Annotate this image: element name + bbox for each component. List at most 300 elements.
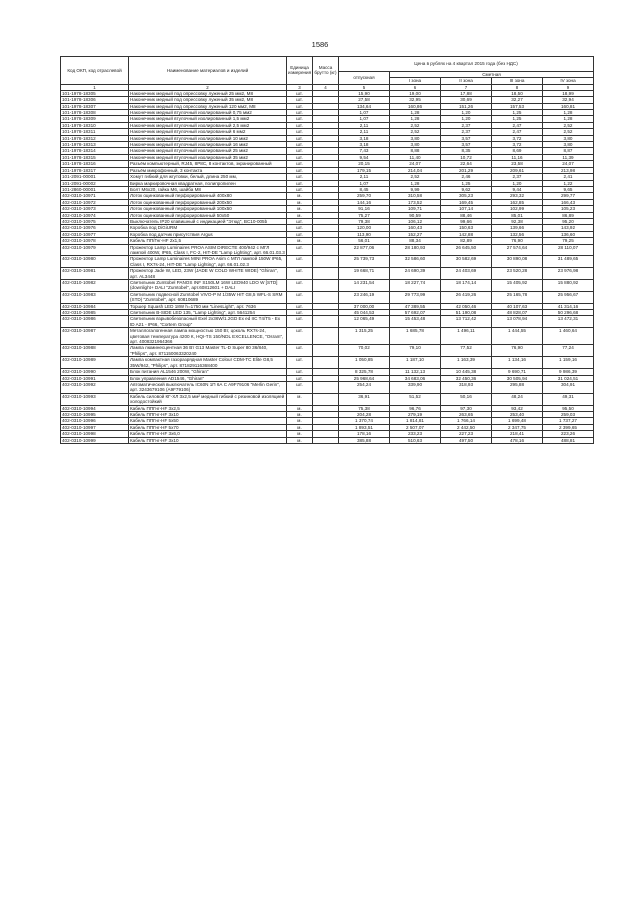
code-cell: 402-0310-10981 (61, 268, 129, 280)
zone2-price-cell: 2,37 (441, 122, 492, 128)
zone3-price-cell: 25 165,78 (492, 291, 543, 303)
zone1-price-cell: 9,99 (390, 186, 441, 192)
unit-cell: шт. (287, 116, 313, 122)
release-price-cell: 22 877,06 (339, 244, 390, 256)
code-cell: 402-0310-10974 (61, 212, 129, 218)
release-price-cell: 204,28 (339, 411, 390, 417)
column-index: 2 (129, 84, 287, 90)
unit-cell: шт. (287, 129, 313, 135)
zone4-price-cell: 79,25 (543, 238, 594, 244)
zone1-price-cell: 279,19 (390, 411, 441, 417)
release-price-cell: 254,24 (339, 381, 390, 393)
release-price-cell: 23 246,19 (339, 291, 390, 303)
table-row (61, 345, 594, 357)
zone4-price-cell: 2,52 (543, 129, 594, 135)
zone1-price-cell: 109,71 (390, 206, 441, 212)
name-cell: Болт М6х20, гайка М6, шайба М8 (129, 186, 287, 192)
zone1-price-cell: 3,80 (390, 135, 441, 141)
code-cell: 402-0310-10976 (61, 225, 129, 231)
unit-cell: шт. (287, 375, 313, 381)
header-code: Код ОКП, код отраслевой (61, 57, 129, 85)
zone3-price-cell: 132,56 (492, 231, 543, 237)
release-price-cell: 56,01 (339, 238, 390, 244)
zone1-price-cell: 34 683,06 (390, 375, 441, 381)
zone4-price-cell: 299,77 (543, 193, 594, 199)
zone1-price-cell: 96,76 (390, 405, 441, 411)
release-price-cell: 1 050,85 (339, 357, 390, 369)
mass-cell (313, 256, 339, 268)
release-price-cell: 3,18 (339, 135, 390, 141)
code-cell: 101-1978-18308 (61, 110, 129, 116)
zone3-price-cell: 3,72 (492, 142, 543, 148)
code-cell: 402-0310-10988 (61, 345, 129, 357)
zone1-price-cell: 1 814,81 (390, 418, 441, 424)
zone2-price-cell: 1 496,11 (441, 328, 492, 345)
code-cell: 402-0310-10986 (61, 316, 129, 328)
unit-cell: шт. (287, 345, 313, 357)
zone4-price-cell: 41 314,16 (543, 303, 594, 309)
table-row (61, 256, 594, 268)
name-cell: Выключатель IP20 клавишный с индикацией "Этюд", BC10-005b (129, 218, 287, 224)
unit-cell: шт. (287, 268, 313, 280)
zone3-price-cell: 1 699,48 (492, 418, 543, 424)
code-cell: 402-0310-10983 (61, 291, 129, 303)
zone1-price-cell: 1,28 (390, 116, 441, 122)
code-cell: 101-1978-18305 (61, 90, 129, 96)
header-unit: Единица измерения (287, 57, 313, 85)
zone3-price-cell: 1,25 (492, 116, 543, 122)
zone3-price-cell: 30 890,08 (492, 256, 543, 268)
zone3-price-cell: 1,25 (492, 110, 543, 116)
zone4-price-cell: 259,03 (543, 411, 594, 417)
code-cell: 101-1978-18316 (61, 161, 129, 167)
zone2-price-cell: 26 419,26 (441, 291, 492, 303)
header-price-group: Цена в рублях на 4 квартал 2015 года (без НДС) (339, 57, 594, 72)
release-price-cell: 1 370,74 (339, 418, 390, 424)
mass-cell (313, 393, 339, 405)
zone3-price-cell: 157,53 (492, 103, 543, 109)
code-cell: 101-1978-18313 (61, 142, 129, 148)
name-cell: Наконечник медный втулочный изолированный 25 мм2 (129, 148, 287, 154)
zone3-price-cell: 76,90 (492, 238, 543, 244)
zone2-price-cell: 2,46 (441, 174, 492, 180)
zone4-price-cell: 1,22 (543, 180, 594, 186)
name-cell: Торшер Squash LED 18W h=1750 мм "LinesLight", арт. 7636 (129, 303, 287, 309)
unit-cell: шт. (287, 303, 313, 309)
name-cell: Кабель ППГнг-НF 5х50 (129, 418, 287, 424)
zone2-price-cell: 82,89 (441, 238, 492, 244)
name-cell: Наконечник медный под опрессовку луженый 120 мм2, М8 (129, 103, 287, 109)
release-price-cell: 7,43 (339, 148, 390, 154)
zone3-price-cell: 2 347,75 (492, 424, 543, 430)
unit-cell: шт. (287, 231, 313, 237)
zone2-price-cell: 13 712,42 (441, 316, 492, 328)
code-cell: 402-0310-10984 (61, 303, 129, 309)
zone4-price-cell: 9 986,39 (543, 369, 594, 375)
release-price-cell: 15,90 (339, 90, 390, 96)
zone2-price-cell: 169,45 (441, 199, 492, 205)
code-cell: 402-0310-10993 (61, 393, 129, 405)
name-cell: Блок питания AL1546 200W, "Ghiran" (129, 369, 287, 375)
zone4-price-cell: 95,20 (543, 218, 594, 224)
mass-cell (313, 280, 339, 292)
release-price-cell: 259,70 (339, 193, 390, 199)
zone2-price-cell: 18 174,14 (441, 280, 492, 292)
zone1-price-cell: 310,58 (390, 193, 441, 199)
zone4-price-cell: 50 296,68 (543, 310, 594, 316)
code-cell: 101-1978-18315 (61, 154, 129, 160)
name-cell: Светильник взрывобезопасный Exel 2х36W/1.2GD Ex ed IIC T4/T5 - Ex tD A21 - IP66, "Cortem Group" (129, 316, 287, 328)
unit-cell: шт. (287, 103, 313, 109)
zone4-price-cell: 105,23 (543, 206, 594, 212)
price-table-body (61, 90, 594, 443)
zone4-price-cell: 1 460,64 (543, 328, 594, 345)
unit-cell: м. (287, 437, 313, 443)
code-cell: 402-0310-10977 (61, 231, 129, 237)
zone2-price-cell: 318,93 (441, 381, 492, 393)
zone2-price-cell: 30 582,69 (441, 256, 492, 268)
zone4-price-cell: 160,81 (543, 103, 594, 109)
unit-cell: шт. (287, 244, 313, 256)
zone4-price-cell: 2 399,65 (543, 424, 594, 430)
release-price-cell: 37 000,00 (339, 303, 390, 309)
zone1-price-cell: 106,12 (390, 218, 441, 224)
header-estimate-price: Сметная (390, 72, 594, 78)
name-cell: Лампа компактная газоразрядная Master Colour CDM-TC Elite G8,5 35W/942, "Philips", арт. 871829116368400 (129, 357, 287, 369)
code-cell: 402-0310-10994 (61, 405, 129, 411)
zone4-price-cell: 77,24 (543, 345, 594, 357)
zone2-price-cell: 263,65 (441, 411, 492, 417)
release-price-cell: 385,88 (339, 437, 390, 443)
unit-cell: шт. (287, 218, 313, 224)
header-zone: II зона (441, 78, 492, 84)
zone2-price-cell: 151,26 (441, 103, 492, 109)
release-price-cell: 75,27 (339, 212, 390, 218)
zone1-price-cell: 214,04 (390, 167, 441, 173)
code-cell: 101-1978-18309 (61, 116, 129, 122)
code-cell: 101-2091-00001 (61, 174, 129, 180)
mass-cell (313, 328, 339, 345)
zone1-price-cell: 339,90 (390, 381, 441, 393)
zone2-price-cell: 9,62 (441, 186, 492, 192)
zone1-price-cell: 32,95 (390, 97, 441, 103)
release-price-cell: 8,45 (339, 186, 390, 192)
zone1-price-cell: 2 507,07 (390, 424, 441, 430)
column-index: 1 (61, 84, 129, 90)
zone3-price-cell: 18,50 (492, 90, 543, 96)
zone2-price-cell: 1,20 (441, 116, 492, 122)
zone1-price-cell: 160,43 (390, 225, 441, 231)
zone1-price-cell: 1,28 (390, 110, 441, 116)
unit-cell: м. (287, 431, 313, 437)
zone4-price-cell: 86,89 (543, 212, 594, 218)
header-name: Наименование материалов и изделий (129, 57, 287, 85)
name-cell: Кабель ППГнг-НF 3х10 (129, 437, 287, 443)
name-cell: Блок управления AD1546, "Ghiran" (129, 375, 287, 381)
release-price-cell: 3,18 (339, 142, 390, 148)
unit-cell: шт. (287, 291, 313, 303)
zone1-price-cell: 18 227,74 (390, 280, 441, 292)
zone2-price-cell: 22,64 (441, 161, 492, 167)
table-row (61, 328, 594, 345)
zone3-price-cell: 9 690,71 (492, 369, 543, 375)
zone2-price-cell: 97,30 (441, 405, 492, 411)
zone3-price-cell: 48 828,07 (492, 310, 543, 316)
table-row (61, 291, 594, 303)
name-cell: Лоток оцинкованный перфорированный 100х50 (129, 206, 287, 212)
zone2-price-cell: 2,37 (441, 129, 492, 135)
zone2-price-cell: 99,66 (441, 218, 492, 224)
zone2-price-cell: 142,88 (441, 231, 492, 237)
zone3-price-cell: 30 505,94 (492, 375, 543, 381)
name-cell: Наконечник медный под опрессовку луженый 35 мм2, М8 (129, 97, 287, 103)
name-cell: Лоток оцинкованный перфорированный 50х50 (129, 212, 287, 218)
zone1-price-cell: 24,07 (390, 161, 441, 167)
unit-cell: м. (287, 199, 313, 205)
unit-cell: м. (287, 424, 313, 430)
unit-cell: шт. (287, 174, 313, 180)
unit-cell: м. (287, 206, 313, 212)
name-cell: Хомут гибкий для жгутовки, белый, длина 250 мм, (129, 174, 287, 180)
zone3-price-cell: 93,42 (492, 405, 543, 411)
code-cell: 101-1978-18317 (61, 167, 129, 173)
code-cell: 402-0310-10985 (61, 310, 129, 316)
code-cell: 402-0310-10989 (61, 357, 129, 369)
zone4-price-cell: 304,91 (543, 381, 594, 393)
release-price-cell: 2,11 (339, 174, 390, 180)
zone4-price-cell: 166,43 (543, 199, 594, 205)
code-cell: 402-0310-10995 (61, 411, 129, 417)
zone1-price-cell: 88,34 (390, 238, 441, 244)
zone1-price-cell: 19,00 (390, 90, 441, 96)
name-cell: Светильник B-SIDE LED 135, "Lamp Lighting", арт. 5641254 (129, 310, 287, 316)
column-index: 6 (390, 84, 441, 90)
zone3-price-cell: 15 405,92 (492, 280, 543, 292)
zone2-price-cell: 26 645,50 (441, 244, 492, 256)
name-cell: Лоток оцинкованный перфорированный 200х50 (129, 199, 287, 205)
zone3-price-cell: 1,20 (492, 180, 543, 186)
name-cell: Кабель ПП/Гнг-НF 2х1,5 (129, 238, 287, 244)
name-cell: Кабель ППГнг-НF 5х70 (129, 424, 287, 430)
zone2-price-cell: 8,35 (441, 148, 492, 154)
unit-cell: м. (287, 411, 313, 417)
mass-cell (313, 357, 339, 369)
zone1-price-cell: 2,52 (390, 129, 441, 135)
release-price-cell: 36,91 (339, 393, 390, 405)
zone3-price-cell: 40 107,63 (492, 303, 543, 309)
table-row (61, 381, 594, 393)
zone4-price-cell: 32,94 (543, 97, 594, 103)
column-index: 5 (339, 84, 390, 90)
zone3-price-cell: 3,72 (492, 135, 543, 141)
zone1-price-cell: 51,52 (390, 393, 441, 405)
code-cell: 402-0310-10972 (61, 199, 129, 205)
zone4-price-cell: 223,26 (543, 431, 594, 437)
header-zone: III зона (492, 78, 543, 84)
zone1-price-cell: 57 692,07 (390, 310, 441, 316)
unit-cell: шт. (287, 280, 313, 292)
name-cell: Наконечник медный втулочный изолированный 0,75 мм2 (129, 110, 287, 116)
zone1-price-cell: 24 690,39 (390, 268, 441, 280)
code-cell: 101-1978-18312 (61, 135, 129, 141)
code-cell: 402-0310-10980 (61, 256, 129, 268)
name-cell: Наконечник медный втулочный изолированный 35 мм2 (129, 154, 287, 160)
table-row (61, 437, 594, 443)
name-cell: Кабель ППГнг-НF 3х6,0 (129, 431, 287, 437)
name-cell: Наконечник медный под опрессовку луженый 25 мм2, М8 (129, 90, 287, 96)
mass-cell (313, 381, 339, 393)
release-price-cell: 113,90 (339, 231, 390, 237)
release-price-cell: 178,16 (339, 431, 390, 437)
release-price-cell: 1 893,51 (339, 424, 390, 430)
release-price-cell: 134,64 (339, 103, 390, 109)
zone4-price-cell: 1 159,16 (543, 357, 594, 369)
name-cell: Лампа люминесцентная 36 Вт G13 Master TL-D Super 80 36/840, "Philips", арт. 871150063320240 (129, 345, 287, 357)
mass-cell (313, 437, 339, 443)
unit-cell: шт. (287, 161, 313, 167)
zone1-price-cell: 47 389,55 (390, 303, 441, 309)
name-cell: Наконечник медный втулочный изолированный 1,5 мм2 (129, 116, 287, 122)
zone1-price-cell: 152,27 (390, 231, 441, 237)
release-price-cell: 91,16 (339, 206, 390, 212)
zone2-price-cell: 305,23 (441, 193, 492, 199)
zone2-price-cell: 497,50 (441, 437, 492, 443)
name-cell: Светильник Zumtobel PANOS INF S150LM 16W LED940 LDO W [STD] (downlight+ DALI "Zumtobel", арт.60812601 + DALI (129, 280, 287, 292)
zone2-price-cell: 1,25 (441, 180, 492, 186)
release-price-cell: 1,07 (339, 180, 390, 186)
zone3-price-cell: 23 520,28 (492, 268, 543, 280)
table-row (61, 244, 594, 256)
unit-cell: м. (287, 393, 313, 405)
zone3-price-cell: 2,47 (492, 129, 543, 135)
column-index: 7 (441, 84, 492, 90)
zone4-price-cell: 3,80 (543, 135, 594, 141)
zone3-price-cell: 11,16 (492, 154, 543, 160)
release-price-cell: 179,15 (339, 167, 390, 173)
name-cell: Наконечник медный втулочный изолированный 10 мм2 (129, 135, 287, 141)
unit-cell: шт. (287, 90, 313, 96)
zone1-price-cell: 8,88 (390, 148, 441, 154)
zone1-price-cell: 11,40 (390, 154, 441, 160)
zone4-price-cell: 8,87 (543, 148, 594, 154)
zone1-price-cell: 32 586,60 (390, 256, 441, 268)
zone4-price-cell: 488,81 (543, 437, 594, 443)
column-index: 8 (492, 84, 543, 90)
zone2-price-cell: 24 403,69 (441, 268, 492, 280)
zone2-price-cell: 3,57 (441, 135, 492, 141)
zone4-price-cell: 95,50 (543, 405, 594, 411)
zone3-price-cell: 102,99 (492, 206, 543, 212)
zone1-price-cell: 1,28 (390, 180, 441, 186)
zone2-price-cell: 201,29 (441, 167, 492, 173)
table-row (61, 268, 594, 280)
mass-cell (313, 316, 339, 328)
zone4-price-cell: 18,99 (543, 90, 594, 96)
unit-cell: шт. (287, 186, 313, 192)
zone4-price-cell: 1,28 (543, 110, 594, 116)
unit-cell: шт. (287, 135, 313, 141)
zone4-price-cell: 136,60 (543, 231, 594, 237)
zone3-price-cell: 48,24 (492, 393, 543, 405)
zone2-price-cell: 2 442,50 (441, 424, 492, 430)
column-index: 3 (287, 84, 313, 90)
code-cell: 101-2860-00001 (61, 186, 129, 192)
zone2-price-cell: 1 163,39 (441, 357, 492, 369)
code-cell: 402-0310-10992 (61, 381, 129, 393)
release-price-cell: 45 044,53 (339, 310, 390, 316)
zone4-price-cell: 3,80 (543, 142, 594, 148)
zone1-price-cell: 510,63 (390, 437, 441, 443)
code-cell: 402-0310-10975 (61, 218, 129, 224)
zone2-price-cell: 150,63 (441, 225, 492, 231)
release-price-cell: 70,02 (339, 345, 390, 357)
unit-cell: м. (287, 193, 313, 199)
zone4-price-cell: 24,07 (543, 161, 594, 167)
header-release-price: отпускная (339, 72, 390, 85)
price-table (60, 56, 594, 444)
zone3-price-cell: 1 444,55 (492, 328, 543, 345)
name-cell: Кабель силовой КГ-ХЛ 3х2,5 мм² медный гибкий с резиновой изоляцией холодостойкий (129, 393, 287, 405)
unit-cell: шт. (287, 154, 313, 160)
code-cell: 402-0310-10990 (61, 369, 129, 375)
release-price-cell: 14 231,54 (339, 280, 390, 292)
zone4-price-cell: 15 880,92 (543, 280, 594, 292)
name-cell: Наконечник медный втулочный изолированный 2,5 мм2 (129, 122, 287, 128)
code-cell: 101-1978-18314 (61, 148, 129, 154)
mass-cell (313, 268, 339, 280)
zone2-price-cell: 30,69 (441, 97, 492, 103)
zone4-price-cell: 49,31 (543, 393, 594, 405)
zone4-price-cell: 2,41 (543, 174, 594, 180)
zone2-price-cell: 10,72 (441, 154, 492, 160)
zone2-price-cell: 77,52 (441, 345, 492, 357)
name-cell: Прожектор Lamp Luminaires PROA ASIM DIRECTE 400/942 с МГЛ лампой 400W, IP65, Class I, FC-2, HIT-DE "Lamp Lighting", арт. 66.01.03.3 (130, 244, 285, 255)
name-cell: Светильник подвесной Zumtobel VIVO-P M 1/35W HIT G8,5 WFL-S SRM (STD) "Zumtobel", арт. 60810689 (129, 291, 287, 303)
zone1-price-cell: 28 180,93 (390, 244, 441, 256)
zone3-price-cell: 27 574,64 (492, 244, 543, 256)
code-cell: 402-0310-10987 (61, 328, 129, 345)
unit-cell: м. (287, 405, 313, 411)
zone4-price-cell: 1 737,27 (543, 418, 594, 424)
zone1-price-cell: 29 773,99 (390, 291, 441, 303)
zone4-price-cell: 25 956,67 (543, 291, 594, 303)
name-cell: Разъём компьютерный, RJ45, 8P8C, 8 контактов, экранированный (129, 161, 287, 167)
release-price-cell: 20,15 (339, 161, 390, 167)
release-price-cell: 79,38 (339, 218, 390, 224)
zone1-price-cell: 2,52 (390, 122, 441, 128)
release-price-cell: 25 968,64 (339, 375, 390, 381)
unit-cell: шт. (287, 142, 313, 148)
zone2-price-cell: 1,20 (441, 110, 492, 116)
mass-cell (313, 244, 339, 256)
unit-cell: шт. (287, 328, 313, 345)
zone1-price-cell: 11 132,13 (390, 369, 441, 375)
zone3-price-cell: 2,37 (492, 174, 543, 180)
code-cell: 402-0310-10997 (61, 424, 129, 430)
zone3-price-cell: 2,47 (492, 122, 543, 128)
name-cell: Лоток оцинкованный перфорированный 400х80 (129, 193, 287, 199)
zone4-price-cell: 213,98 (543, 167, 594, 173)
code-cell: 402-0310-10996 (61, 418, 129, 424)
name-cell: Наконечник медный втулочный изолированный 6 мм2 (129, 129, 287, 135)
name-cell: Прожектор Lamp Luminaires MINI PROA Asim с МГЛ лампой 150W IP65, Class I, RX7s-24, HIT-DE "Lamp Lighting", арт. 66.01.02.3 (129, 256, 287, 268)
zone3-price-cell: 295,88 (492, 381, 543, 393)
name-cell: Кабель ППГнг-НF 3х10 (129, 411, 287, 417)
zone3-price-cell: 139,66 (492, 225, 543, 231)
zone2-price-cell: 88,46 (441, 212, 492, 218)
release-price-cell: 144,16 (339, 199, 390, 205)
code-cell: 402-0310-10999 (61, 437, 129, 443)
